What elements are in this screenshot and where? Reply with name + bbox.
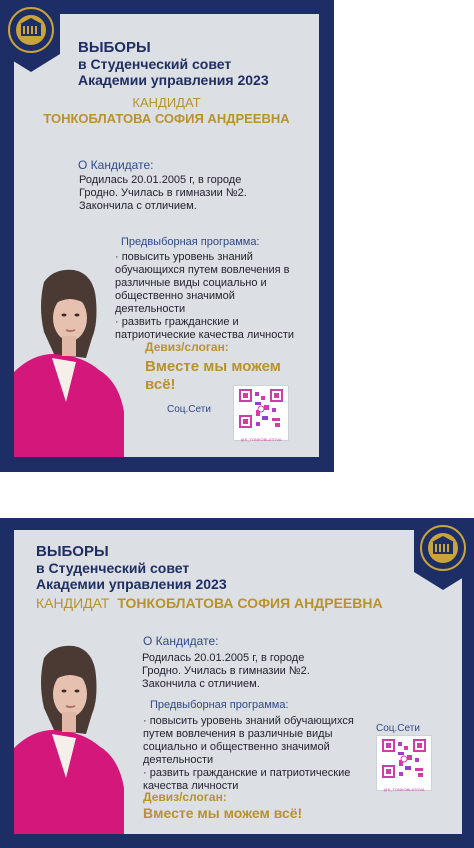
about-line: Гродно. Училась в гимназии №2. [142, 665, 310, 677]
qr-code-icon [377, 736, 431, 782]
program-line: социально и общественно значимой [143, 741, 330, 753]
qr-code[interactable] [233, 385, 289, 441]
motto-heading: Девиз/слоган: [143, 790, 227, 804]
candidate-name: ТОНКОБЛАТОВА СОФИЯ АНДРЕЕВНА [117, 595, 383, 611]
academy-crest-icon [2, 0, 60, 72]
about-line: Гродно. Училась в гимназии №2. [79, 187, 247, 199]
program-line: обучающихся путем вовлечения в [115, 264, 290, 276]
about-heading: О Кандидате: [143, 634, 219, 648]
poster-top [0, 0, 334, 472]
program-line: общественно значимой [115, 290, 235, 302]
program-line: · развить гражданские и патриотические [143, 767, 351, 779]
title-line-1: ВЫБОРЫ [78, 39, 151, 56]
program-text [115, 251, 320, 342]
candidate-photo [14, 262, 124, 457]
program-heading: Предвыборная программа: [121, 236, 260, 248]
candidate-label: КАНДИДАТ [36, 595, 110, 611]
poster-bottom [0, 518, 474, 848]
program-line: различные виды социально и [115, 277, 267, 289]
candidate-name: ТОНКОБЛАТОВА СОФИЯ АНДРЕЕВНА [43, 111, 290, 126]
academy-crest-icon [414, 518, 472, 590]
title-line-1: ВЫБОРЫ [36, 543, 109, 560]
about-text [79, 174, 247, 213]
qr-caption: @S_TONKOBLATOVA [383, 787, 425, 792]
election-title [36, 544, 316, 592]
motto-text: Вместе мы можем всё! [143, 805, 303, 821]
program-line: · повысить уровень знаний [115, 251, 253, 263]
about-line: Родилась 20.01.2005 г, в городе [142, 652, 305, 664]
title-line-2: в Студенческий совет [36, 560, 190, 576]
election-title [78, 40, 318, 88]
social-label: Соц.Сети [376, 723, 420, 734]
title-line-2: в Студенческий совет [78, 56, 232, 72]
qr-code-icon [234, 386, 288, 432]
program-line: деятельности [143, 754, 214, 766]
candidate-line [36, 595, 383, 611]
motto-line: Вместе мы можем [145, 358, 281, 375]
about-line: Закончила с отличием. [79, 200, 197, 212]
program-line: · повысить уровень знаний обучающихся [143, 715, 354, 727]
title-line-3: Академии управления 2023 [78, 72, 269, 88]
program-heading: Предвыборная программа: [150, 699, 289, 711]
title-line-3: Академии управления 2023 [36, 576, 227, 592]
motto-heading: Девиз/слоган: [145, 340, 229, 354]
about-heading: О Кандидате: [78, 158, 154, 172]
program-line: · развить гражданские и [115, 316, 239, 328]
program-line: патриотические качества личности [115, 329, 295, 341]
program-text [143, 715, 373, 793]
motto-line: всё! [145, 376, 176, 393]
candidate-label: КАНДИДАТ [132, 95, 201, 110]
about-line: Родилась 20.01.2005 г, в городе [79, 174, 242, 186]
qr-code[interactable] [376, 735, 432, 791]
candidate-photo [14, 636, 124, 834]
program-line: качества личности [143, 780, 239, 792]
program-line: деятельности [115, 303, 186, 315]
program-line: путем вовлечения в различные виды [143, 728, 333, 740]
about-text [142, 652, 310, 691]
social-label: Соц.Сети [167, 404, 211, 415]
about-line: Закончила с отличием. [142, 678, 260, 690]
qr-caption: @S_TONKOBLATOVA [240, 437, 282, 442]
